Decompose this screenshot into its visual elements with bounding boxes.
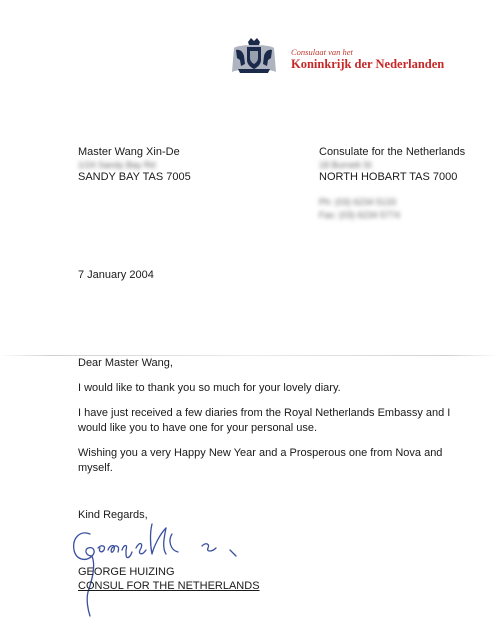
paragraph-diaries: I have just received a few diaries from the Royal Netherlands Embassy and I would like you to have one for your personal use. bbox=[78, 407, 451, 434]
closing: Kind Regards, bbox=[78, 509, 148, 521]
royal-coat-of-arms-icon bbox=[228, 36, 280, 76]
paragraph-wishes: Wishing you a very Happy New Year and a Prosperous one from Nova and myself. bbox=[78, 447, 443, 474]
paragraph-thanks: I would like to thank you so much for your lovely diary. bbox=[78, 382, 341, 394]
signer-title: CONSUL FOR THE NETHERLANDS bbox=[78, 580, 260, 592]
signer-name: GEORGE HUIZING bbox=[78, 566, 175, 578]
recipient-street-redacted: 1/24 Sandy Bay Rd bbox=[78, 160, 156, 170]
salutation: Dear Master Wang, bbox=[78, 357, 173, 369]
sender-fax-redacted: Fax: (03) 6234 5774 bbox=[319, 210, 401, 220]
letter-date: 7 January 2004 bbox=[78, 269, 154, 281]
sender-city: NORTH HOBART TAS 7000 bbox=[319, 171, 458, 183]
kingdom-line: Koninkrijk der Nederlanden bbox=[291, 57, 445, 71]
paper-fold-line bbox=[0, 355, 500, 356]
recipient-city: SANDY BAY TAS 7005 bbox=[78, 171, 191, 183]
sender-phone-redacted: Ph: (03) 6234 5133 bbox=[319, 197, 397, 207]
sender-name: Consulate for the Netherlands bbox=[319, 146, 466, 158]
consulaat-line: Consulaat van het bbox=[291, 47, 353, 57]
sender-street-redacted: 18 Burnett St bbox=[319, 160, 372, 170]
recipient-name: Master Wang Xin-De bbox=[78, 146, 180, 158]
